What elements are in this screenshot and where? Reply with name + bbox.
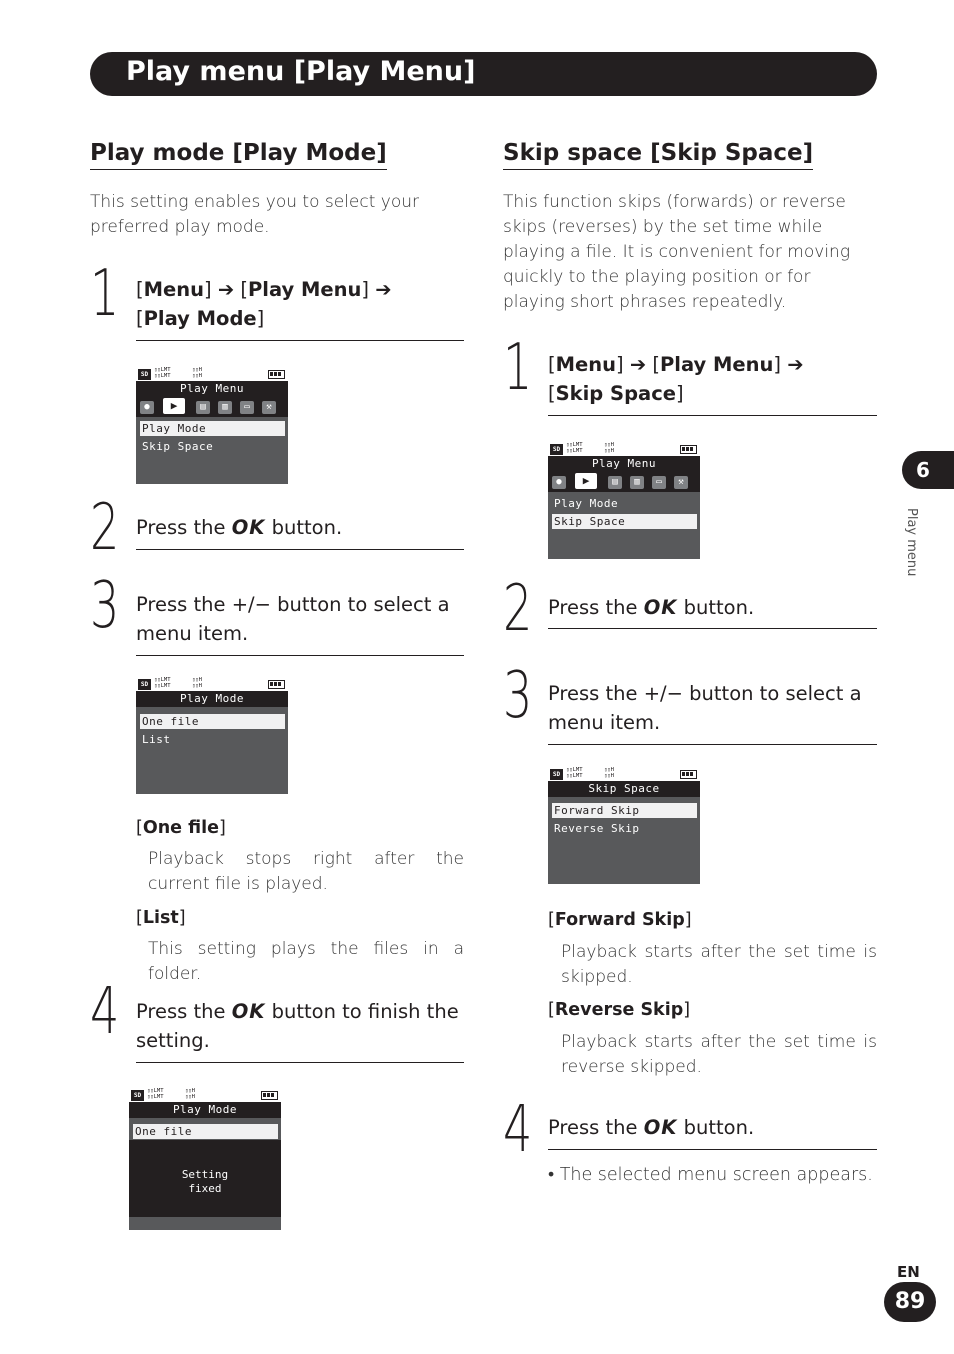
device-screen-setting-fixed xyxy=(129,1088,281,1230)
divider xyxy=(136,340,464,341)
screen-header: Play Mode xyxy=(136,691,288,707)
option-label-reverse-skip: [Reverse Skip] xyxy=(548,1000,691,1020)
page-title: Play menu [Play Menu] xyxy=(126,56,476,87)
step-number: 4 xyxy=(503,1093,533,1167)
step-2-text: Press the OK button. xyxy=(136,516,343,539)
sd-icon: SD xyxy=(131,1090,144,1101)
device-screen-skip-space xyxy=(548,767,700,884)
h-indicator: ▯▯H ▯▯H xyxy=(192,367,202,379)
step-number: 3 xyxy=(90,569,120,643)
divider xyxy=(136,549,464,550)
h-indicator: ▯▯H ▯▯H xyxy=(604,767,614,779)
step-number: 2 xyxy=(90,491,120,565)
option-desc-reverse-skip: Playback starts after the set time is reverse skipped. xyxy=(561,1032,877,1077)
mic-icon: ● xyxy=(552,476,566,489)
setting-fixed-dialog xyxy=(129,1140,281,1217)
sd-icon: SD xyxy=(550,444,563,455)
step-number: 1 xyxy=(503,331,533,405)
divider xyxy=(548,744,877,745)
lmt-indicator: ▯▯LMT ▯▯LMT xyxy=(154,677,171,689)
device-screen-play-menu xyxy=(548,442,700,559)
chapter-side-label: Play menu xyxy=(904,508,919,577)
battery-icon xyxy=(268,680,285,689)
menu-item-one-file: One file xyxy=(133,1124,278,1139)
battery-icon xyxy=(261,1091,278,1100)
page-number: 89 xyxy=(884,1282,936,1322)
option-desc-forward-skip: Playback starts after the set time is skipped. xyxy=(561,942,877,987)
menu-item-play-mode: Play Mode xyxy=(554,497,619,510)
section-title-play-mode: Play mode [Play Mode] xyxy=(90,140,387,170)
option-label-one-file: [One file] xyxy=(136,818,226,838)
status-bar xyxy=(548,442,700,456)
menu-item-list: List xyxy=(142,733,171,746)
option-desc-list: This setting plays the files in a folder. xyxy=(148,939,464,984)
step-number: 1 xyxy=(90,257,120,331)
h-indicator: ▯▯H ▯▯H xyxy=(185,1088,195,1100)
step-1-text: [Menu] ➔ [Play Menu] ➔ [Play Mode] xyxy=(136,278,392,330)
lmt-indicator: ▯▯LMT ▯▯LMT xyxy=(566,767,583,779)
divider xyxy=(548,628,877,629)
lcd-icon: ▥ xyxy=(218,401,232,414)
screen-header: Play Mode xyxy=(129,1102,281,1118)
screen-header: Play Menu xyxy=(136,381,288,397)
status-bar xyxy=(548,767,700,781)
monitor-icon: ▭ xyxy=(652,476,666,489)
monitor-icon: ▭ xyxy=(240,401,254,414)
step-number: 2 xyxy=(503,572,533,646)
sd-icon: SD xyxy=(138,369,151,380)
lmt-indicator: ▯▯LMT ▯▯LMT xyxy=(154,367,171,379)
play-icon: ▶ xyxy=(163,398,185,414)
status-bar xyxy=(129,1088,281,1102)
option-label-forward-skip: [Forward Skip] xyxy=(548,910,692,930)
menu-item-skip-space: Skip Space xyxy=(142,440,214,453)
h-indicator: ▯▯H ▯▯H xyxy=(604,442,614,454)
lmt-indicator: ▯▯LMT ▯▯LMT xyxy=(566,442,583,454)
play-mode-intro: This setting enables you to select your preferred play mode. xyxy=(90,192,420,237)
device-screen-play-mode xyxy=(136,677,288,794)
step-2-text: Press the OK button. xyxy=(548,596,755,619)
dialog-line-2: fixed xyxy=(188,1182,222,1195)
section-title-skip-space: Skip space [Skip Space] xyxy=(503,140,813,170)
step-1-text: [Menu] ➔ [Play Menu] ➔ [Skip Space] xyxy=(548,353,804,405)
menu-item-skip-space: Skip Space xyxy=(552,514,697,529)
divider xyxy=(548,1149,877,1150)
option-desc-one-file: Playback stops right after the current file is played. xyxy=(148,849,464,894)
play-icon: ▶ xyxy=(575,473,597,489)
menu-item-play-mode: Play Mode xyxy=(140,421,285,436)
screen-header: Play Menu xyxy=(548,456,700,472)
option-label-list: [List] xyxy=(136,908,186,928)
menu-tab-icons xyxy=(136,397,288,417)
file-icon: ▤ xyxy=(196,401,210,414)
menu-item-forward-skip: Forward Skip xyxy=(552,803,697,818)
status-bar xyxy=(136,677,288,691)
step-4-text: Press the OK button. xyxy=(548,1116,755,1139)
divider xyxy=(136,1062,464,1063)
tools-icon: ⚒ xyxy=(674,476,688,489)
sd-icon: SD xyxy=(138,679,151,690)
sd-icon: SD xyxy=(550,769,563,780)
mic-icon: ● xyxy=(140,401,154,414)
divider xyxy=(136,655,464,656)
language-label: EN xyxy=(897,1263,920,1281)
chapter-tab: 6 xyxy=(902,451,954,489)
step-4-text: Press the OK button to finish the setting. xyxy=(136,1000,459,1052)
h-indicator: ▯▯H ▯▯H xyxy=(192,677,202,689)
tools-icon: ⚒ xyxy=(262,401,276,414)
step-3-text: Press the +/− button to select a menu item. xyxy=(136,593,450,645)
note-bullet: • The selected menu screen appears. xyxy=(548,1165,873,1185)
menu-item-one-file: One file xyxy=(140,714,285,729)
screen-header: Skip Space xyxy=(548,781,700,797)
step-number: 3 xyxy=(503,659,533,733)
dialog-line-1: Setting xyxy=(181,1168,229,1181)
menu-item-reverse-skip: Reverse Skip xyxy=(554,822,640,835)
battery-icon xyxy=(680,445,697,454)
divider xyxy=(548,415,877,416)
menu-tab-icons xyxy=(548,472,700,492)
battery-icon xyxy=(680,770,697,779)
file-icon: ▤ xyxy=(608,476,622,489)
step-number: 4 xyxy=(90,975,120,1049)
lcd-icon: ▥ xyxy=(630,476,644,489)
device-screen-play-menu xyxy=(136,367,288,484)
step-3-text: Press the +/− button to select a menu item. xyxy=(548,682,862,734)
chapter-title-bar xyxy=(90,52,877,96)
lmt-indicator: ▯▯LMT ▯▯LMT xyxy=(147,1088,164,1100)
skip-space-intro: This function skips (forwards) or reverse skips (reverses) by the set time while playing a file. It is convenient for moving quickly to the playing position or for playing short phrases repeatedly. xyxy=(503,192,851,312)
status-bar xyxy=(136,367,288,381)
battery-icon xyxy=(268,370,285,379)
